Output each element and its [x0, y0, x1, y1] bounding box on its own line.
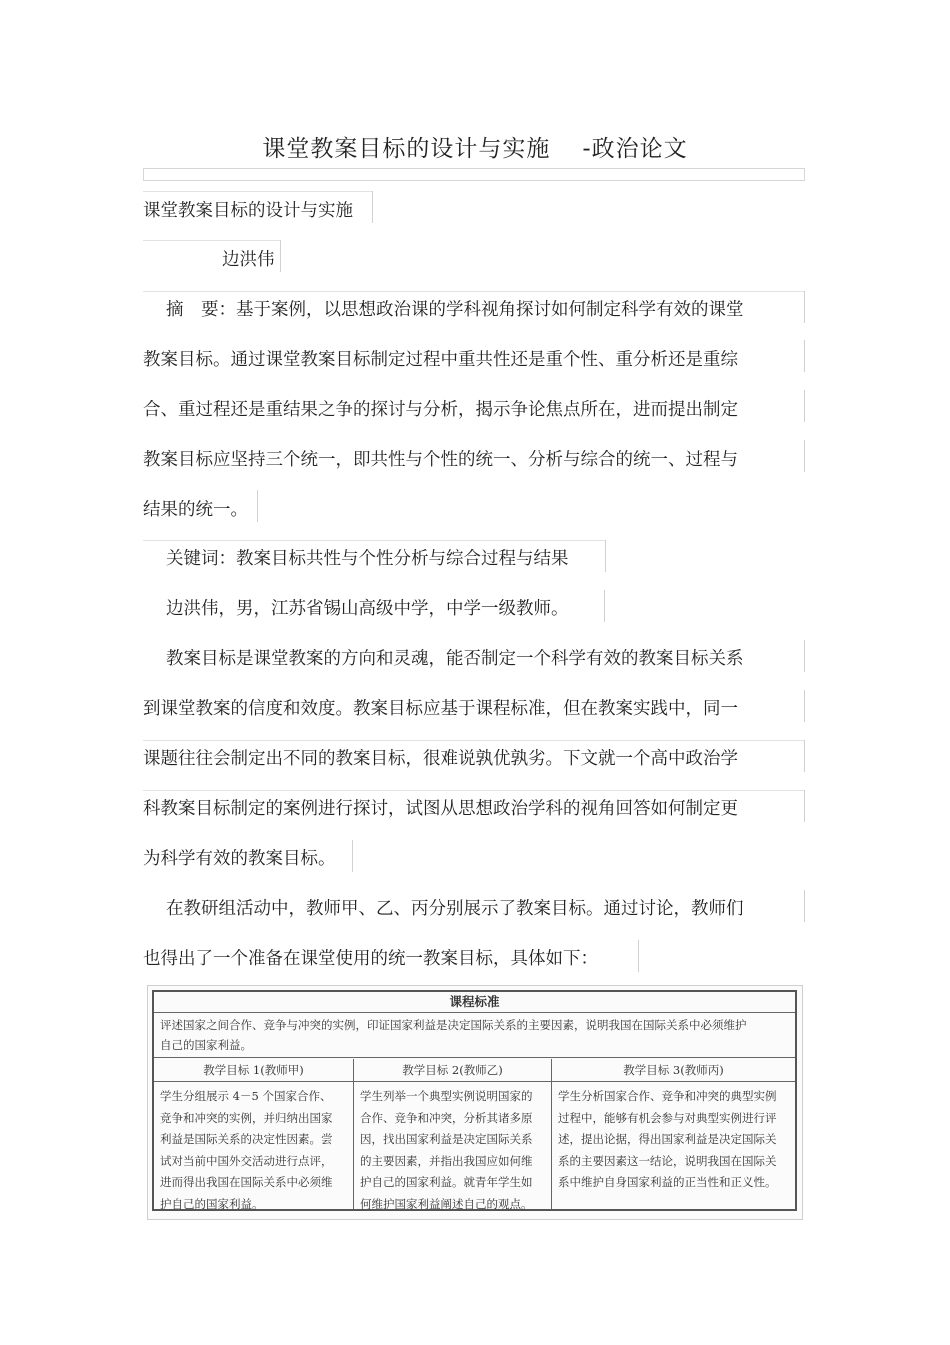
abstract-line: 结果的统一。 [143, 500, 248, 520]
abstract-line: 教案目标。通过课堂教案目标制定过程中重共性还是重个性、重分析还是重综 [143, 350, 738, 370]
cell-line: 进而得出我国在国际关系中必须维 [160, 1175, 333, 1189]
document-title [0, 130, 950, 163]
standard-line: 自己的国家利益。 [160, 1038, 252, 1052]
paragraph-line: 课题往往会制定出不同的教案目标，很难说孰优孰劣。下文就一个高中政治学 [143, 749, 738, 769]
column-header: 教学目标 2(教师乙) [354, 1059, 551, 1082]
paragraph-line: 在教研组活动中，教师甲、乙、丙分别展示了教案目标。通过讨论，教师们 [166, 899, 744, 919]
paragraph-line: 到课堂教案的信度和效度。教案目标应基于课程标准，但在教案实践中，同一 [143, 699, 738, 719]
column-header: 教学目标 3(教师丙) [552, 1059, 795, 1082]
paragraph-line: 教案目标是课堂教案的方向和灵魂，能否制定一个科学有效的教案目标关系 [166, 649, 744, 669]
cell-line: 学生列举一个典型实例说明国家的 [360, 1089, 533, 1103]
cell-line: 试对当前中国外交活动进行点评， [160, 1153, 333, 1168]
author-name: 边洪伟 [222, 250, 275, 270]
table-column [154, 1059, 354, 1209]
abstract-line: 摘 要：基于案例，以思想政治课的学科视角探讨如何制定科学有效的课堂 [166, 300, 744, 320]
cell-line: 因，找出国家利益是决定国际关系 [360, 1132, 533, 1146]
cell-line: 过程中，能够有机会参与对典型实例进行评 [558, 1110, 777, 1125]
subtitle: 课堂教案目标的设计与实施 [143, 201, 353, 221]
curriculum-table [152, 990, 797, 1211]
abstract-line: 合、重过程还是重结果之争的探讨与分析，揭示争论焦点所在，进而提出制定 [143, 400, 738, 420]
title-rule [143, 168, 805, 181]
table-column [354, 1059, 552, 1209]
cell-line: 系的主要因素这一结论，说明我国在国际关 [558, 1153, 777, 1168]
cell-line: 述，提出论据，得出国家利益是决定国际关 [558, 1132, 777, 1146]
paragraph-line: 科教案目标制定的案例进行探讨，试图从思想政治学科的视角回答如何制定更 [143, 799, 738, 819]
cell-line: 合作、竞争和冲突，分析其诸多原 [360, 1110, 533, 1125]
curriculum-table-figure [147, 985, 803, 1220]
title-main: 课堂教案目标的设计与实施 [262, 136, 551, 162]
cell-line: 的主要因素，并指出我国应如何维 [360, 1153, 533, 1168]
cell-line: 护自己的国家利益。就青年学生如 [360, 1175, 533, 1189]
table-standard-cell [154, 1013, 795, 1058]
paragraph-line: 为科学有效的教案目标。 [143, 849, 336, 869]
title-suffix: -政治论文 [582, 136, 688, 162]
standard-line: 评述国家之间合作、竞争与冲突的实例，印证国家利益是决定国际关系的主要因素，说明我国在国际关系中必须维护 [160, 1018, 747, 1032]
author-info: 边洪伟，男，江苏省锡山高级中学，中学一级教师。 [166, 599, 569, 619]
cell-line: 利益是国际关系的决定性因素。尝 [160, 1132, 333, 1146]
cell-line: 何维护国家利益阐述自己的观点。 [360, 1196, 533, 1211]
cell-line: 系中维护自身国家利益的正当性和正义性。 [558, 1175, 777, 1189]
cell-line: 学生分组展示 4－5 个国家合作、 [160, 1089, 332, 1103]
paragraph-line: 也得出了一个准备在课堂使用的统一教案目标，具体如下： [143, 949, 598, 969]
cell-line: 护自己的国家利益。 [160, 1196, 264, 1211]
column-header: 教学目标 1(教师甲) [154, 1059, 353, 1082]
keywords: 关键词：教案目标共性与个性分析与综合过程与结果 [166, 549, 569, 569]
cell-line: 学生分析国家合作、竞争和冲突的典型实例 [558, 1089, 777, 1103]
cell-line: 竞争和冲突的实例，并归纳出国家 [160, 1110, 333, 1125]
table-column [552, 1059, 795, 1209]
table-header: 课程标准 [154, 992, 795, 1013]
abstract-line: 教案目标应坚持三个统一，即共性与个性的统一、分析与综合的统一、过程与 [143, 450, 738, 470]
